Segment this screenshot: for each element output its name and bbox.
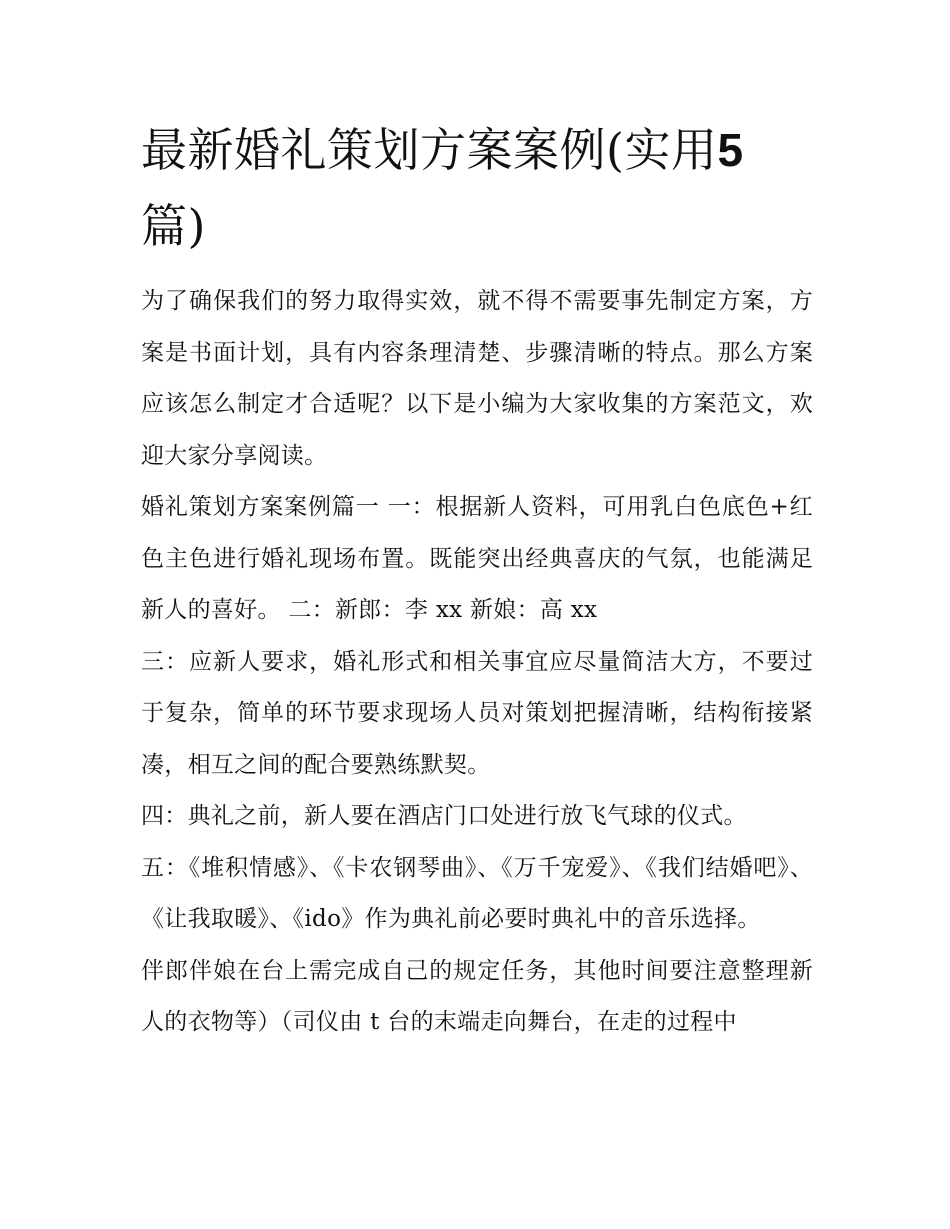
title-main: 最新婚礼策划方案案例(实用 [141,123,718,177]
paragraph-groomsmen: 伴郎伴娘在台上需完成自己的规定任务，其他时间要注意整理新人的衣物等）（司仪由 t 台的末端走向舞台，在走的过程中 [141,957,813,1035]
title-end: 篇) [141,199,206,253]
paragraph-case-one: 婚礼策划方案案例篇一 一：根据新人资料，可用乳白色底色+红色主色进行婚礼现场布置。既能突出经典喜庆的气氛，也能满足新人的喜好。 二：新郎：李 xx 新娘：高 xx [141,494,813,623]
title-number: 5 [717,124,744,176]
paragraph-four: 四：典礼之前，新人要在酒店门口处进行放飞气球的仪式。 [141,803,747,829]
document-page [141,112,813,1049]
paragraph-five: 五：《堆积情感》、《卡农钢琴曲》、《万千宠爱》、《我们结婚吧》、《让我取暖》、《ido》作为典礼前必要时典礼中的音乐选择。 [141,854,813,932]
document-title [141,112,813,264]
paragraph-intro: 为了确保我们的努力取得实效，就不得不需要事先制定方案，方案是书面计划，具有内容条理清楚、步骤清晰的特点。那么方案应该怎么制定才合适呢？以下是小编为大家收集的方案范文，欢迎大家分享阅读。 [141,288,813,469]
paragraph-three: 三：应新人要求，婚礼形式和相关事宜应尽量简洁大方，不要过于复杂，简单的环节要求现场人员对策划把握清晰，结构衔接紧凑，相互之间的配合要熟练默契。 [141,648,813,778]
